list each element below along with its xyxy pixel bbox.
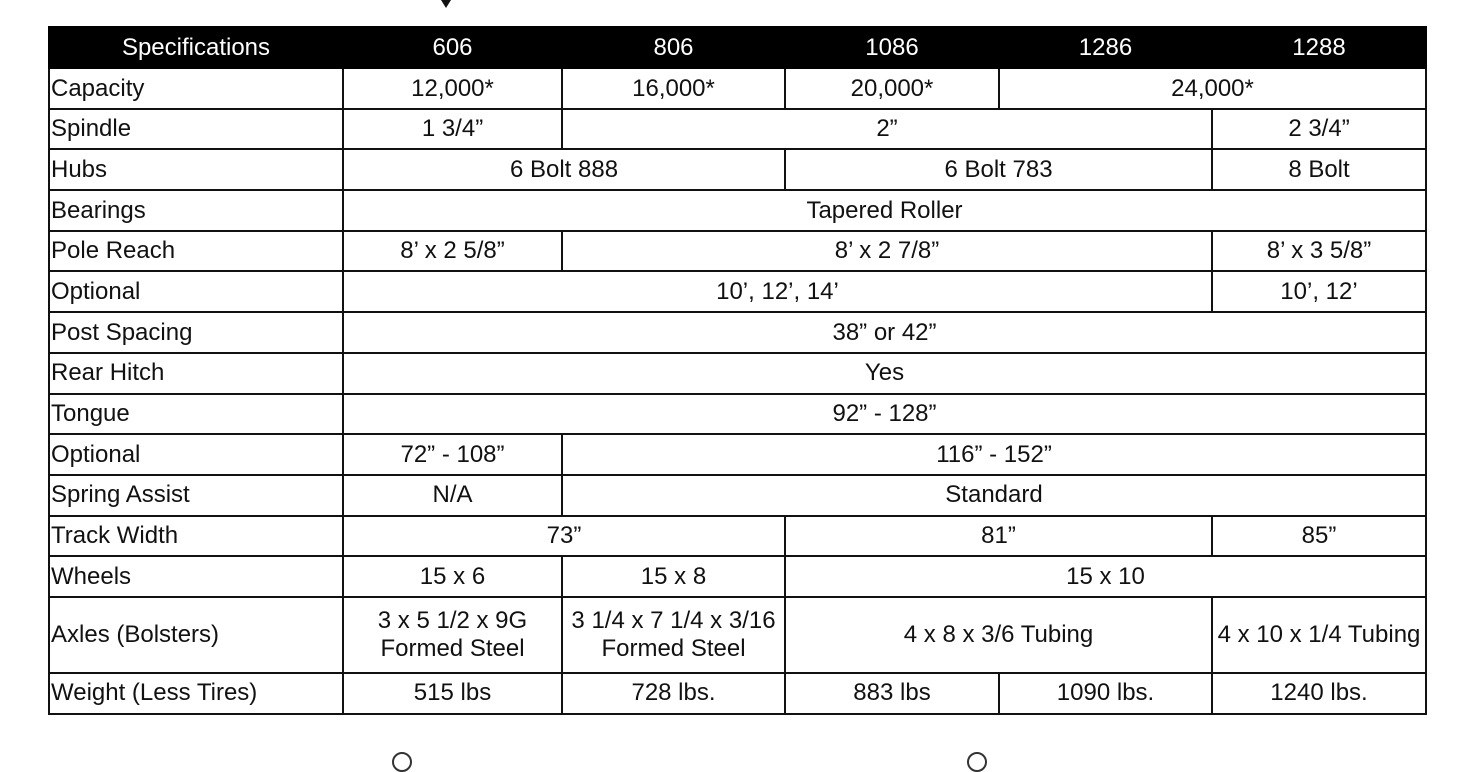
ring-mark-icon [967,752,987,772]
row-label: Spring Assist [49,475,343,516]
row-label: Bearings [49,190,343,231]
row-label: Axles (Bolsters) [49,597,343,673]
table-cell: 10’, 12’ [1212,271,1426,312]
row-label: Tongue [49,394,343,435]
row-label: Hubs [49,149,343,190]
table-cell: 92” - 128” [343,394,1426,435]
header-model-1086: 1086 [785,27,999,68]
header-model-1288: 1288 [1212,27,1426,68]
table-cell: 1240 lbs. [1212,673,1426,714]
table-row-pole-reach [49,231,1426,272]
table-cell: 4 x 8 x 3/6 Tubing [785,597,1212,673]
table-row-optional-tongue [49,434,1426,475]
row-label: Track Width [49,516,343,557]
table-cell: 1 3/4” [343,109,562,150]
table-cell: 72” - 108” [343,434,562,475]
table-row-weight [49,673,1426,714]
table-cell: 3 x 5 1/2 x 9G Formed Steel [343,597,562,673]
table-row-tongue [49,394,1426,435]
table-cell: 24,000* [999,68,1426,109]
row-label: Rear Hitch [49,353,343,394]
table-row-rear-hitch [49,353,1426,394]
table-cell: 116” - 152” [562,434,1426,475]
table-cell: 6 Bolt 783 [785,149,1212,190]
table-cell: 883 lbs [785,673,999,714]
row-label: Weight (Less Tires) [49,673,343,714]
table-cell: 3 1/4 x 7 1/4 x 3/16 Formed Steel [562,597,785,673]
table-row-spindle [49,109,1426,150]
table-cell: 8’ x 2 5/8” [343,231,562,272]
table-row-optional-pole [49,271,1426,312]
row-label: Pole Reach [49,231,343,272]
table-cell: 515 lbs [343,673,562,714]
arrow-marker-icon [441,0,451,8]
table-cell: N/A [343,475,562,516]
row-label: Spindle [49,109,343,150]
table-cell: 8’ x 2 7/8” [562,231,1212,272]
table-cell: 728 lbs. [562,673,785,714]
header-row [49,27,1426,68]
table-cell: 10’, 12’, 14’ [343,271,1212,312]
table-cell: 4 x 10 x 1/4 Tubing [1212,597,1426,673]
table-cell: 15 x 10 [785,556,1426,597]
table-cell: 38” or 42” [343,312,1426,353]
row-label: Wheels [49,556,343,597]
table-cell: 15 x 6 [343,556,562,597]
table-row-spring-assist [49,475,1426,516]
table-cell: 85” [1212,516,1426,557]
row-label: Capacity [49,68,343,109]
header-model-1286: 1286 [999,27,1212,68]
ring-mark-icon [392,752,412,772]
table-cell: 12,000* [343,68,562,109]
table-cell: Standard [562,475,1426,516]
table-cell: 8’ x 3 5/8” [1212,231,1426,272]
header-model-806: 806 [562,27,785,68]
header-specifications: Specifications [49,27,343,68]
table-cell: 8 Bolt [1212,149,1426,190]
row-label: Optional [49,434,343,475]
table-cell: 2” [562,109,1212,150]
table-cell: 81” [785,516,1212,557]
table-row-post-spacing [49,312,1426,353]
table-cell: 16,000* [562,68,785,109]
table-cell: Yes [343,353,1426,394]
table-row-track-width [49,516,1426,557]
table-row-bearings [49,190,1426,231]
specifications-table [48,26,1427,715]
table-row-hubs [49,149,1426,190]
table-cell: 15 x 8 [562,556,785,597]
table-row-axles [49,597,1426,673]
table-row-capacity [49,68,1426,109]
header-model-606: 606 [343,27,562,68]
table-cell: 2 3/4” [1212,109,1426,150]
table-cell: Tapered Roller [343,190,1426,231]
table-cell: 73” [343,516,785,557]
row-label: Post Spacing [49,312,343,353]
row-label: Optional [49,271,343,312]
table-row-wheels [49,556,1426,597]
table-cell: 1090 lbs. [999,673,1212,714]
table-cell: 6 Bolt 888 [343,149,785,190]
table-cell: 20,000* [785,68,999,109]
